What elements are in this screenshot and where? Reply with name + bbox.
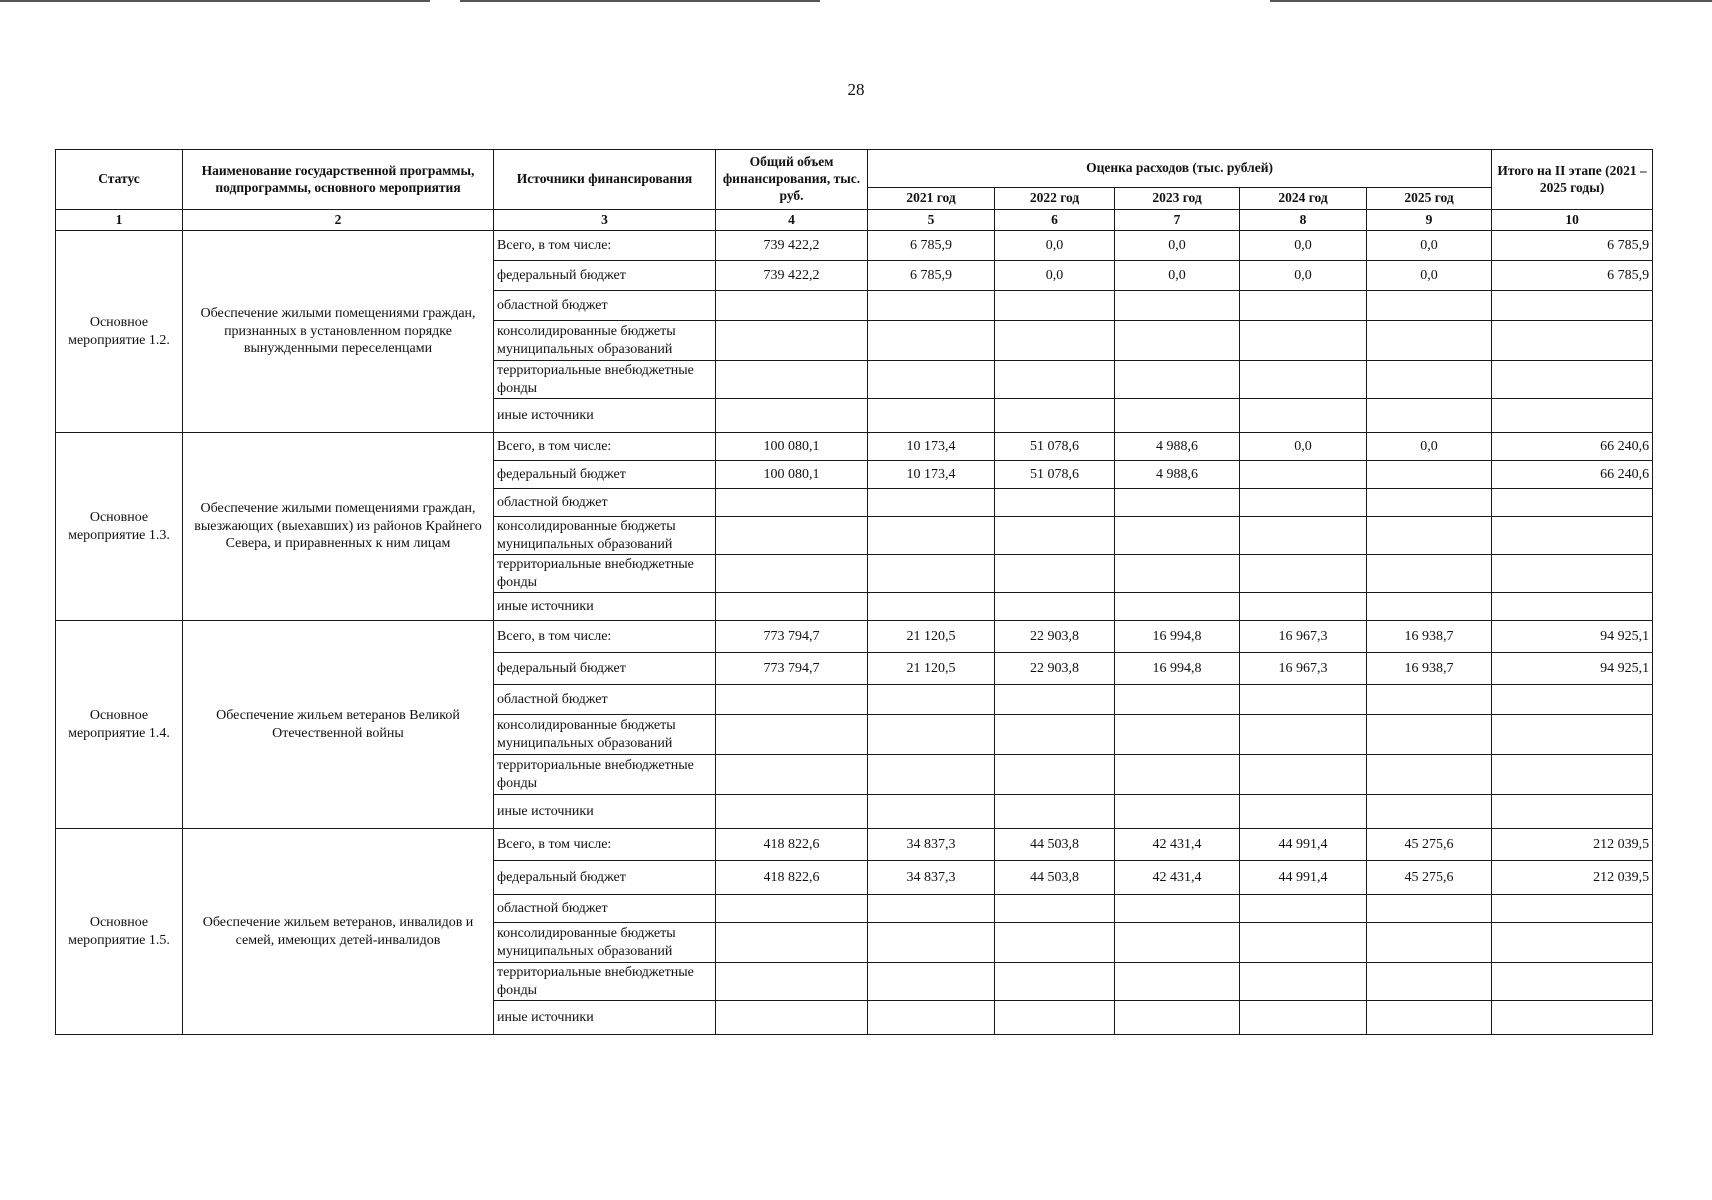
source-cell: федеральный бюджет (494, 653, 716, 685)
year-2021-cell (868, 489, 995, 517)
year-2024-cell (1240, 1001, 1367, 1035)
header-sources: Источники финансирования (494, 150, 716, 210)
year-2021-cell: 6 785,9 (868, 261, 995, 291)
stage-total-cell: 94 925,1 (1492, 621, 1653, 653)
stage-total-cell (1492, 361, 1653, 399)
table-row (56, 829, 1653, 861)
total-volume-cell: 100 080,1 (716, 461, 868, 489)
year-2021-cell: 21 120,5 (868, 653, 995, 685)
year-2025-cell: 0,0 (1367, 433, 1492, 461)
page-number: 28 (847, 80, 865, 99)
year-2024-cell (1240, 795, 1367, 829)
header-program-name: Наименование государственной программы, подпрограммы, основного мероприятия (183, 150, 494, 210)
year-2024-cell (1240, 461, 1367, 489)
header-year-2023: 2023 год (1115, 188, 1240, 210)
table-row (56, 621, 1653, 653)
stage-total-cell: 212 039,5 (1492, 829, 1653, 861)
year-2022-cell: 44 503,8 (995, 829, 1115, 861)
year-2025-cell (1367, 795, 1492, 829)
stage-total-cell: 94 925,1 (1492, 653, 1653, 685)
year-2022-cell: 0,0 (995, 231, 1115, 261)
stage-total-cell (1492, 489, 1653, 517)
year-2022-cell (995, 291, 1115, 321)
column-number: 4 (716, 210, 868, 231)
total-volume-cell: 100 080,1 (716, 433, 868, 461)
scan-edge-line (1270, 0, 1712, 2)
column-number: 3 (494, 210, 716, 231)
year-2025-cell (1367, 291, 1492, 321)
year-2024-cell (1240, 715, 1367, 755)
year-2025-cell (1367, 489, 1492, 517)
year-2023-cell: 0,0 (1115, 231, 1240, 261)
total-volume-cell (716, 755, 868, 795)
year-2023-cell (1115, 399, 1240, 433)
year-2023-cell (1115, 1001, 1240, 1035)
year-2022-cell: 51 078,6 (995, 461, 1115, 489)
status-cell: Основное мероприятие 1.3. (56, 433, 183, 621)
year-2021-cell: 10 173,4 (868, 433, 995, 461)
year-2025-cell: 16 938,7 (1367, 621, 1492, 653)
total-volume-cell: 773 794,7 (716, 621, 868, 653)
year-2025-cell (1367, 593, 1492, 621)
year-2023-cell (1115, 593, 1240, 621)
total-volume-cell (716, 923, 868, 963)
year-2023-cell (1115, 963, 1240, 1001)
source-cell: консолидированные бюджеты муниципальных образований (494, 321, 716, 361)
year-2022-cell (995, 489, 1115, 517)
stage-total-cell: 6 785,9 (1492, 261, 1653, 291)
total-volume-cell (716, 1001, 868, 1035)
year-2025-cell: 16 938,7 (1367, 653, 1492, 685)
stage-total-cell (1492, 685, 1653, 715)
source-cell: Всего, в том числе: (494, 621, 716, 653)
year-2023-cell: 42 431,4 (1115, 861, 1240, 895)
stage-total-cell (1492, 321, 1653, 361)
year-2024-cell: 0,0 (1240, 433, 1367, 461)
stage-total-cell (1492, 755, 1653, 795)
year-2023-cell: 42 431,4 (1115, 829, 1240, 861)
header-year-2021: 2021 год (868, 188, 995, 210)
year-2025-cell (1367, 461, 1492, 489)
header-estimate: Оценка расходов (тыс. рублей) (868, 150, 1492, 188)
table-body (56, 231, 1653, 1035)
year-2024-cell (1240, 321, 1367, 361)
year-2024-cell (1240, 755, 1367, 795)
year-2024-cell: 0,0 (1240, 231, 1367, 261)
column-number: 6 (995, 210, 1115, 231)
year-2024-cell: 16 967,3 (1240, 653, 1367, 685)
source-cell: иные источники (494, 399, 716, 433)
source-cell: Всего, в том числе: (494, 829, 716, 861)
column-number: 5 (868, 210, 995, 231)
table-row (56, 231, 1653, 261)
total-volume-cell: 739 422,2 (716, 261, 868, 291)
header-stage-total: Итого на II этапе (2021 – 2025 годы) (1492, 150, 1653, 210)
year-2025-cell (1367, 895, 1492, 923)
year-2023-cell: 16 994,8 (1115, 653, 1240, 685)
stage-total-cell: 66 240,6 (1492, 461, 1653, 489)
year-2021-cell (868, 555, 995, 593)
year-2023-cell (1115, 555, 1240, 593)
year-2024-cell (1240, 895, 1367, 923)
total-volume-cell: 418 822,6 (716, 861, 868, 895)
stage-total-cell (1492, 399, 1653, 433)
year-2025-cell (1367, 715, 1492, 755)
year-2021-cell (868, 517, 995, 555)
year-2024-cell (1240, 291, 1367, 321)
column-number: 2 (183, 210, 494, 231)
year-2025-cell (1367, 361, 1492, 399)
year-2023-cell (1115, 685, 1240, 715)
year-2023-cell (1115, 795, 1240, 829)
year-2025-cell (1367, 923, 1492, 963)
stage-total-cell (1492, 895, 1653, 923)
year-2024-cell (1240, 489, 1367, 517)
year-2021-cell (868, 923, 995, 963)
year-2021-cell: 10 173,4 (868, 461, 995, 489)
total-volume-cell (716, 963, 868, 1001)
year-2022-cell (995, 923, 1115, 963)
program-name-cell: Обеспечение жильем ветеранов, инвалидов и семей, имеющих детей-инвалидов (183, 829, 494, 1035)
source-cell: областной бюджет (494, 895, 716, 923)
total-volume-cell: 773 794,7 (716, 653, 868, 685)
status-cell: Основное мероприятие 1.4. (56, 621, 183, 829)
source-cell: федеральный бюджет (494, 861, 716, 895)
year-2023-cell (1115, 291, 1240, 321)
total-volume-cell (716, 321, 868, 361)
year-2025-cell (1367, 321, 1492, 361)
total-volume-cell (716, 489, 868, 517)
year-2025-cell: 45 275,6 (1367, 861, 1492, 895)
total-volume-cell (716, 895, 868, 923)
year-2024-cell (1240, 685, 1367, 715)
scan-edge-line (460, 0, 820, 2)
total-volume-cell: 739 422,2 (716, 231, 868, 261)
year-2024-cell (1240, 923, 1367, 963)
source-cell: федеральный бюджет (494, 261, 716, 291)
source-cell: территориальные внебюджетные фонды (494, 361, 716, 399)
year-2021-cell: 21 120,5 (868, 621, 995, 653)
year-2021-cell (868, 291, 995, 321)
year-2024-cell: 16 967,3 (1240, 621, 1367, 653)
year-2025-cell (1367, 1001, 1492, 1035)
year-2024-cell: 44 991,4 (1240, 829, 1367, 861)
year-2022-cell (995, 755, 1115, 795)
program-name-cell: Обеспечение жильем ветеранов Великой Отечественной войны (183, 621, 494, 829)
year-2024-cell (1240, 399, 1367, 433)
table-row (56, 433, 1653, 461)
stage-total-cell (1492, 593, 1653, 621)
year-2023-cell: 16 994,8 (1115, 621, 1240, 653)
source-cell: областной бюджет (494, 291, 716, 321)
total-volume-cell (716, 361, 868, 399)
source-cell: территориальные внебюджетные фонды (494, 555, 716, 593)
year-2022-cell: 22 903,8 (995, 621, 1115, 653)
column-number: 9 (1367, 210, 1492, 231)
source-cell: иные источники (494, 1001, 716, 1035)
year-2024-cell: 44 991,4 (1240, 861, 1367, 895)
year-2025-cell: 0,0 (1367, 231, 1492, 261)
program-name-cell: Обеспечение жилыми помещениями граждан, выезжающих (выехавших) из районов Крайнего Севера, и приравненных к ним лицам (183, 433, 494, 621)
year-2022-cell (995, 895, 1115, 923)
year-2022-cell: 0,0 (995, 261, 1115, 291)
stage-total-cell (1492, 795, 1653, 829)
status-cell: Основное мероприятие 1.5. (56, 829, 183, 1035)
total-volume-cell (716, 685, 868, 715)
source-cell: иные источники (494, 593, 716, 621)
stage-total-cell: 6 785,9 (1492, 231, 1653, 261)
total-volume-cell (716, 291, 868, 321)
source-cell: консолидированные бюджеты муниципальных образований (494, 923, 716, 963)
column-number: 10 (1492, 210, 1653, 231)
year-2022-cell (995, 555, 1115, 593)
stage-total-cell (1492, 923, 1653, 963)
column-number: 1 (56, 210, 183, 231)
year-2021-cell: 34 837,3 (868, 861, 995, 895)
year-2023-cell (1115, 715, 1240, 755)
total-volume-cell (716, 715, 868, 755)
year-2023-cell (1115, 361, 1240, 399)
year-2025-cell (1367, 517, 1492, 555)
stage-total-cell (1492, 291, 1653, 321)
program-name-cell: Обеспечение жилыми помещениями граждан, признанных в установленном порядке вынужденными переселенцами (183, 231, 494, 433)
year-2023-cell (1115, 923, 1240, 963)
source-cell: областной бюджет (494, 489, 716, 517)
year-2024-cell (1240, 593, 1367, 621)
year-2021-cell (868, 685, 995, 715)
year-2023-cell (1115, 517, 1240, 555)
year-2023-cell: 4 988,6 (1115, 461, 1240, 489)
stage-total-cell (1492, 715, 1653, 755)
financing-table (55, 149, 1653, 1035)
year-2023-cell (1115, 755, 1240, 795)
header-year-2022: 2022 год (995, 188, 1115, 210)
year-2021-cell (868, 715, 995, 755)
stage-total-cell: 212 039,5 (1492, 861, 1653, 895)
scan-edge-line (0, 0, 430, 2)
source-cell: Всего, в том числе: (494, 231, 716, 261)
total-volume-cell (716, 517, 868, 555)
year-2021-cell (868, 963, 995, 1001)
source-cell: иные источники (494, 795, 716, 829)
total-volume-cell: 418 822,6 (716, 829, 868, 861)
column-number: 7 (1115, 210, 1240, 231)
header-year-2025: 2025 год (1367, 188, 1492, 210)
year-2021-cell (868, 399, 995, 433)
year-2025-cell (1367, 685, 1492, 715)
year-2021-cell: 6 785,9 (868, 231, 995, 261)
source-cell: территориальные внебюджетные фонды (494, 963, 716, 1001)
source-cell: Всего, в том числе: (494, 433, 716, 461)
year-2022-cell (995, 321, 1115, 361)
source-cell: федеральный бюджет (494, 461, 716, 489)
year-2022-cell (995, 1001, 1115, 1035)
total-volume-cell (716, 795, 868, 829)
year-2024-cell (1240, 963, 1367, 1001)
column-number: 8 (1240, 210, 1367, 231)
stage-total-cell: 66 240,6 (1492, 433, 1653, 461)
source-cell: консолидированные бюджеты муниципальных образований (494, 715, 716, 755)
year-2023-cell (1115, 895, 1240, 923)
year-2021-cell (868, 1001, 995, 1035)
source-cell: областной бюджет (494, 685, 716, 715)
year-2022-cell (995, 685, 1115, 715)
year-2023-cell: 0,0 (1115, 261, 1240, 291)
year-2021-cell (868, 321, 995, 361)
total-volume-cell (716, 593, 868, 621)
year-2021-cell (868, 895, 995, 923)
total-volume-cell (716, 399, 868, 433)
year-2025-cell (1367, 755, 1492, 795)
source-cell: территориальные внебюджетные фонды (494, 755, 716, 795)
year-2021-cell (868, 795, 995, 829)
year-2021-cell (868, 755, 995, 795)
year-2022-cell (995, 715, 1115, 755)
year-2021-cell: 34 837,3 (868, 829, 995, 861)
header-year-2024: 2024 год (1240, 188, 1367, 210)
year-2022-cell (995, 361, 1115, 399)
year-2023-cell (1115, 321, 1240, 361)
year-2021-cell (868, 361, 995, 399)
stage-total-cell (1492, 555, 1653, 593)
stage-total-cell (1492, 963, 1653, 1001)
stage-total-cell (1492, 517, 1653, 555)
year-2024-cell (1240, 361, 1367, 399)
header-status: Статус (56, 150, 183, 210)
year-2024-cell (1240, 555, 1367, 593)
year-2025-cell: 45 275,6 (1367, 829, 1492, 861)
year-2025-cell (1367, 399, 1492, 433)
year-2024-cell (1240, 517, 1367, 555)
stage-total-cell (1492, 1001, 1653, 1035)
year-2025-cell (1367, 963, 1492, 1001)
year-2022-cell: 51 078,6 (995, 433, 1115, 461)
year-2022-cell (995, 963, 1115, 1001)
status-cell: Основное мероприятие 1.2. (56, 231, 183, 433)
header-total-volume: Общий объем финансирования, тыс. руб. (716, 150, 868, 210)
source-cell: консолидированные бюджеты муниципальных образований (494, 517, 716, 555)
year-2024-cell: 0,0 (1240, 261, 1367, 291)
year-2022-cell: 22 903,8 (995, 653, 1115, 685)
year-2023-cell (1115, 489, 1240, 517)
total-volume-cell (716, 555, 868, 593)
year-2022-cell: 44 503,8 (995, 861, 1115, 895)
year-2022-cell (995, 593, 1115, 621)
year-2022-cell (995, 399, 1115, 433)
year-2025-cell (1367, 555, 1492, 593)
year-2025-cell: 0,0 (1367, 261, 1492, 291)
year-2021-cell (868, 593, 995, 621)
year-2022-cell (995, 795, 1115, 829)
year-2023-cell: 4 988,6 (1115, 433, 1240, 461)
year-2022-cell (995, 517, 1115, 555)
